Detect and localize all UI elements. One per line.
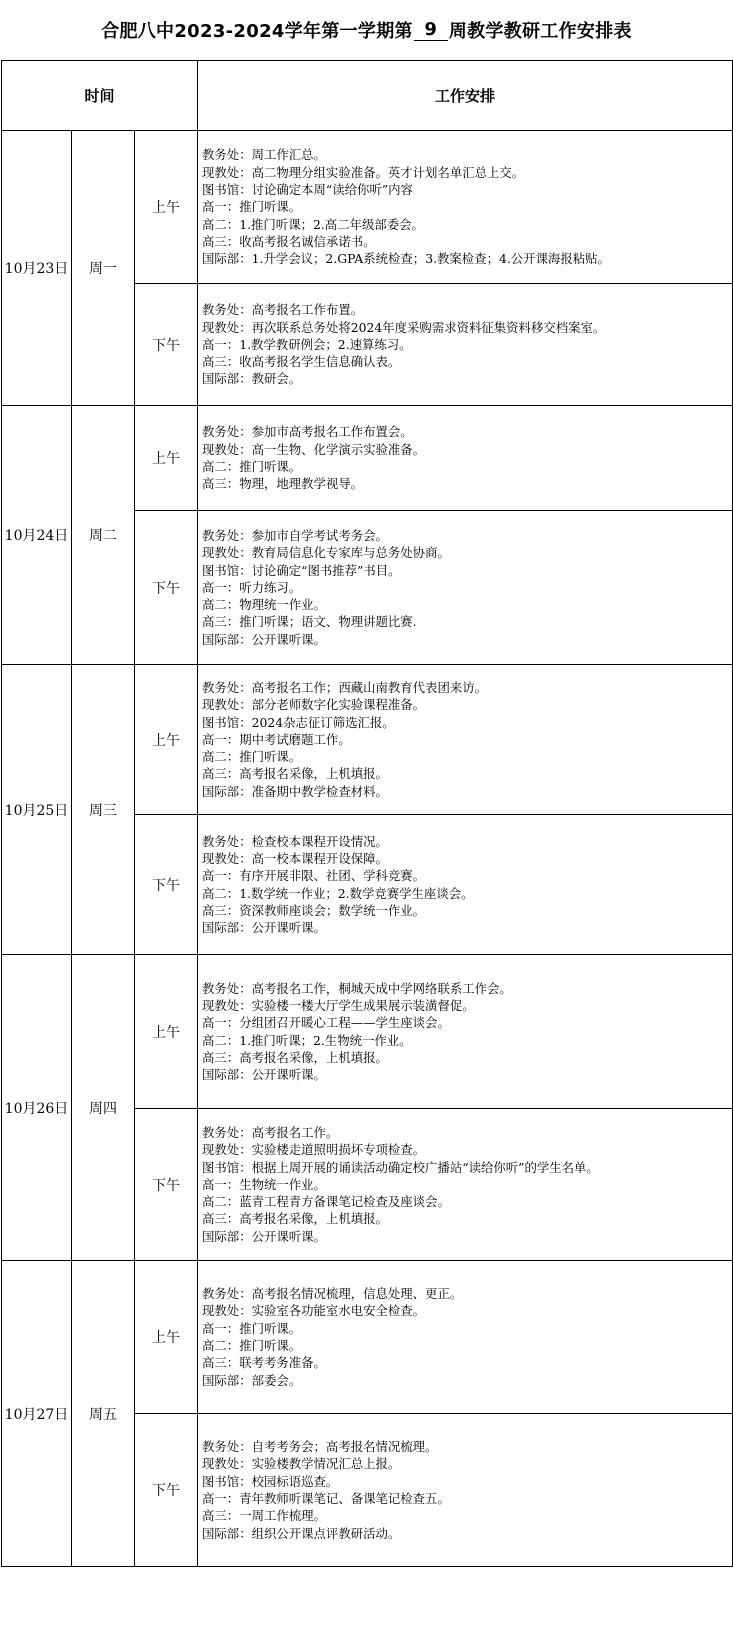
work-arrangement-cell bbox=[198, 511, 733, 665]
work-item: 教务处：自考考务会；高考报名情况梳理。 bbox=[202, 1439, 438, 1455]
work-item: 高三：收高考报名学生信息确认表。 bbox=[202, 354, 401, 370]
table-row bbox=[2, 131, 733, 284]
work-item: 国际部：公开课听课。 bbox=[202, 920, 326, 936]
weekday-cell: 周五 bbox=[72, 1261, 135, 1567]
work-item: 现教处：教育局信息化专家库与总务处协商。 bbox=[202, 545, 450, 561]
work-item: 高三：物理，地理教学视导。 bbox=[202, 476, 364, 492]
work-item: 教务处：参加市高考报名工作布置会。 bbox=[202, 424, 413, 440]
work-item: 国际部：部委会。 bbox=[202, 1372, 302, 1388]
work-item: 高一：青年教师听课笔记、备课笔记检查五。 bbox=[202, 1491, 450, 1506]
date-cell: 10月27日 bbox=[2, 1261, 72, 1567]
work-item: 现教处：实验楼走道照明损坏专项检查。 bbox=[202, 1142, 426, 1158]
work-arrangement-cell bbox=[198, 284, 733, 406]
page-title bbox=[0, 0, 733, 60]
work-arrangement-cell bbox=[198, 955, 733, 1109]
work-item: 高二：物理统一作业。 bbox=[202, 597, 326, 613]
title-prefix: 合肥八中2023-2024学年第一学期第 bbox=[101, 21, 413, 42]
work-item: 高一：推门听课。 bbox=[202, 199, 302, 215]
date-cell: 10月26日 bbox=[2, 955, 72, 1261]
table-header-row bbox=[2, 61, 733, 131]
date-cell: 10月25日 bbox=[2, 665, 72, 955]
period-cell: 下午 bbox=[135, 815, 198, 955]
work-item: 国际部：教研会。 bbox=[202, 371, 302, 387]
schedule-table bbox=[1, 60, 733, 1567]
work-item: 教务处：周工作汇总。 bbox=[202, 147, 326, 163]
work-item: 现教处：部分老师数字化实验课程准备。 bbox=[202, 697, 426, 713]
work-item: 高一：生物统一作业。 bbox=[202, 1176, 326, 1192]
work-item: 高二：推门听课。 bbox=[202, 459, 302, 474]
work-arrangement-cell bbox=[198, 1109, 733, 1261]
work-item: 现教处：再次联系总务处将2024年度采购需求资料征集资料移交档案室。 bbox=[202, 319, 606, 335]
work-item: 高二：蓝青工程青方备课笔记检查及座谈会。 bbox=[202, 1194, 450, 1210]
work-item: 现教处：实验楼一楼大厅学生成果展示装潢督促。 bbox=[202, 997, 475, 1013]
work-item: 高三：一周工作梳理。 bbox=[202, 1508, 326, 1524]
schedule-body bbox=[2, 131, 733, 1567]
work-item: 现教处：高一生物、化学演示实验准备。 bbox=[202, 441, 426, 457]
work-item: 国际部：组织公开课点评教研活动。 bbox=[202, 1525, 401, 1541]
work-item: 教务处：高考报名工作；西藏山南教育代表团来访。 bbox=[202, 679, 488, 695]
work-item: 高一：分组团召开暖心工程——学生座谈会。 bbox=[202, 1015, 450, 1031]
work-item: 教务处：高考报名工作，桐城天成中学网络联系工作会。 bbox=[202, 980, 512, 996]
work-item: 图书馆：根据上周开展的诵读活动确定校广播站“读给你听”的学生名单。 bbox=[202, 1159, 599, 1175]
title-week-number: 9 bbox=[414, 20, 448, 41]
work-item: 教务处：高考报名工作。 bbox=[202, 1124, 339, 1140]
work-item: 图书馆：讨论确定“图书推荐”书目。 bbox=[202, 562, 401, 578]
date-cell: 10月24日 bbox=[2, 406, 72, 665]
work-item: 高三：联考考务准备。 bbox=[202, 1355, 326, 1371]
work-item: 图书馆：2024杂志征订筛选汇报。 bbox=[202, 714, 395, 730]
table-row bbox=[2, 665, 733, 815]
time-column-header: 时间 bbox=[2, 61, 198, 131]
work-item: 图书馆：校园标语巡查。 bbox=[202, 1473, 339, 1489]
period-cell: 下午 bbox=[135, 284, 198, 406]
work-item: 国际部：公开课听课。 bbox=[202, 1067, 326, 1083]
work-item: 高一：期中考试磨题工作。 bbox=[202, 731, 351, 747]
work-item: 图书馆：讨论确定本周“读给你听”内容 bbox=[202, 182, 413, 198]
work-item: 教务处：检查校本课程开设情况。 bbox=[202, 833, 388, 849]
period-cell: 上午 bbox=[135, 665, 198, 815]
work-item: 国际部：公开课听课。 bbox=[202, 1228, 326, 1244]
period-cell: 上午 bbox=[135, 406, 198, 511]
work-item: 高二：推门听课。 bbox=[202, 749, 302, 765]
period-cell: 下午 bbox=[135, 511, 198, 665]
work-arrangement-cell bbox=[198, 815, 733, 955]
work-arrangement-cell bbox=[198, 665, 733, 815]
weekday-cell: 周一 bbox=[72, 131, 135, 406]
work-item: 现教处：高一校本课程开设保障。 bbox=[202, 850, 388, 866]
work-item: 高一：有序开展非限、社团、学科竞赛。 bbox=[202, 868, 426, 884]
work-item: 现教处：实验楼教学情况汇总上报。 bbox=[202, 1456, 401, 1472]
table-row bbox=[2, 1261, 733, 1414]
table-row bbox=[2, 406, 733, 511]
work-item: 现教处：实验室各功能室水电安全检查。 bbox=[202, 1303, 426, 1319]
work-item: 国际部：准备期中教学检查材料。 bbox=[202, 783, 388, 799]
period-cell: 上午 bbox=[135, 1261, 198, 1414]
work-arrangement-cell bbox=[198, 1414, 733, 1567]
table-row bbox=[2, 955, 733, 1109]
work-item: 高三：高考报名采像，上机填报。 bbox=[202, 1049, 388, 1065]
work-item: 高二：1.推门听课；2.生物统一作业。 bbox=[202, 1032, 412, 1048]
work-item: 高三：推门听课；语文、物理讲题比赛. bbox=[202, 614, 417, 630]
work-column-header: 工作安排 bbox=[198, 61, 733, 131]
work-item: 高一：1.教学教研例会；2.速算练习。 bbox=[202, 336, 412, 352]
work-item: 现教处：高二物理分组实验准备。英才计划名单汇总上交。 bbox=[202, 164, 525, 180]
work-item: 高三：高考报名采像，上机填报。 bbox=[202, 1211, 388, 1227]
work-arrangement-cell bbox=[198, 406, 733, 511]
work-item: 高二：1.数学统一作业；2.数学竞赛学生座谈会。 bbox=[202, 885, 474, 901]
work-item: 国际部：公开课听课。 bbox=[202, 631, 326, 647]
work-item: 高二：1.推门听课；2.高二年级部委会。 bbox=[202, 216, 424, 232]
period-cell: 上午 bbox=[135, 955, 198, 1109]
date-cell: 10月23日 bbox=[2, 131, 72, 406]
work-arrangement-cell bbox=[198, 131, 733, 284]
weekday-cell: 周三 bbox=[72, 665, 135, 955]
work-arrangement-cell bbox=[198, 1261, 733, 1414]
work-item: 高一：听力练习。 bbox=[202, 579, 302, 595]
work-item: 教务处：参加市自学考试考务会。 bbox=[202, 527, 388, 543]
work-item: 教务处：高考报名工作布置。 bbox=[202, 302, 364, 318]
work-item: 高三：高考报名采像，上机填报。 bbox=[202, 766, 388, 782]
work-item: 高二：推门听课。 bbox=[202, 1338, 302, 1353]
work-item: 国际部：1.升学会议；2.GPA系统检查；3.教案检查；4.公开课海报粘贴。 bbox=[202, 251, 610, 267]
work-item: 教务处：高考报名情况梳理，信息处理、更正。 bbox=[202, 1286, 463, 1302]
weekday-cell: 周二 bbox=[72, 406, 135, 665]
work-item: 高三：资深教师座谈会；数学统一作业。 bbox=[202, 902, 426, 918]
period-cell: 下午 bbox=[135, 1109, 198, 1261]
work-item: 高一：推门听课。 bbox=[202, 1320, 302, 1336]
weekday-cell: 周四 bbox=[72, 955, 135, 1261]
title-suffix: 周教学教研工作安排表 bbox=[448, 21, 632, 42]
work-item: 高三：收高考报名诚信承诺书。 bbox=[202, 233, 376, 249]
period-cell: 上午 bbox=[135, 131, 198, 284]
period-cell: 下午 bbox=[135, 1414, 198, 1567]
